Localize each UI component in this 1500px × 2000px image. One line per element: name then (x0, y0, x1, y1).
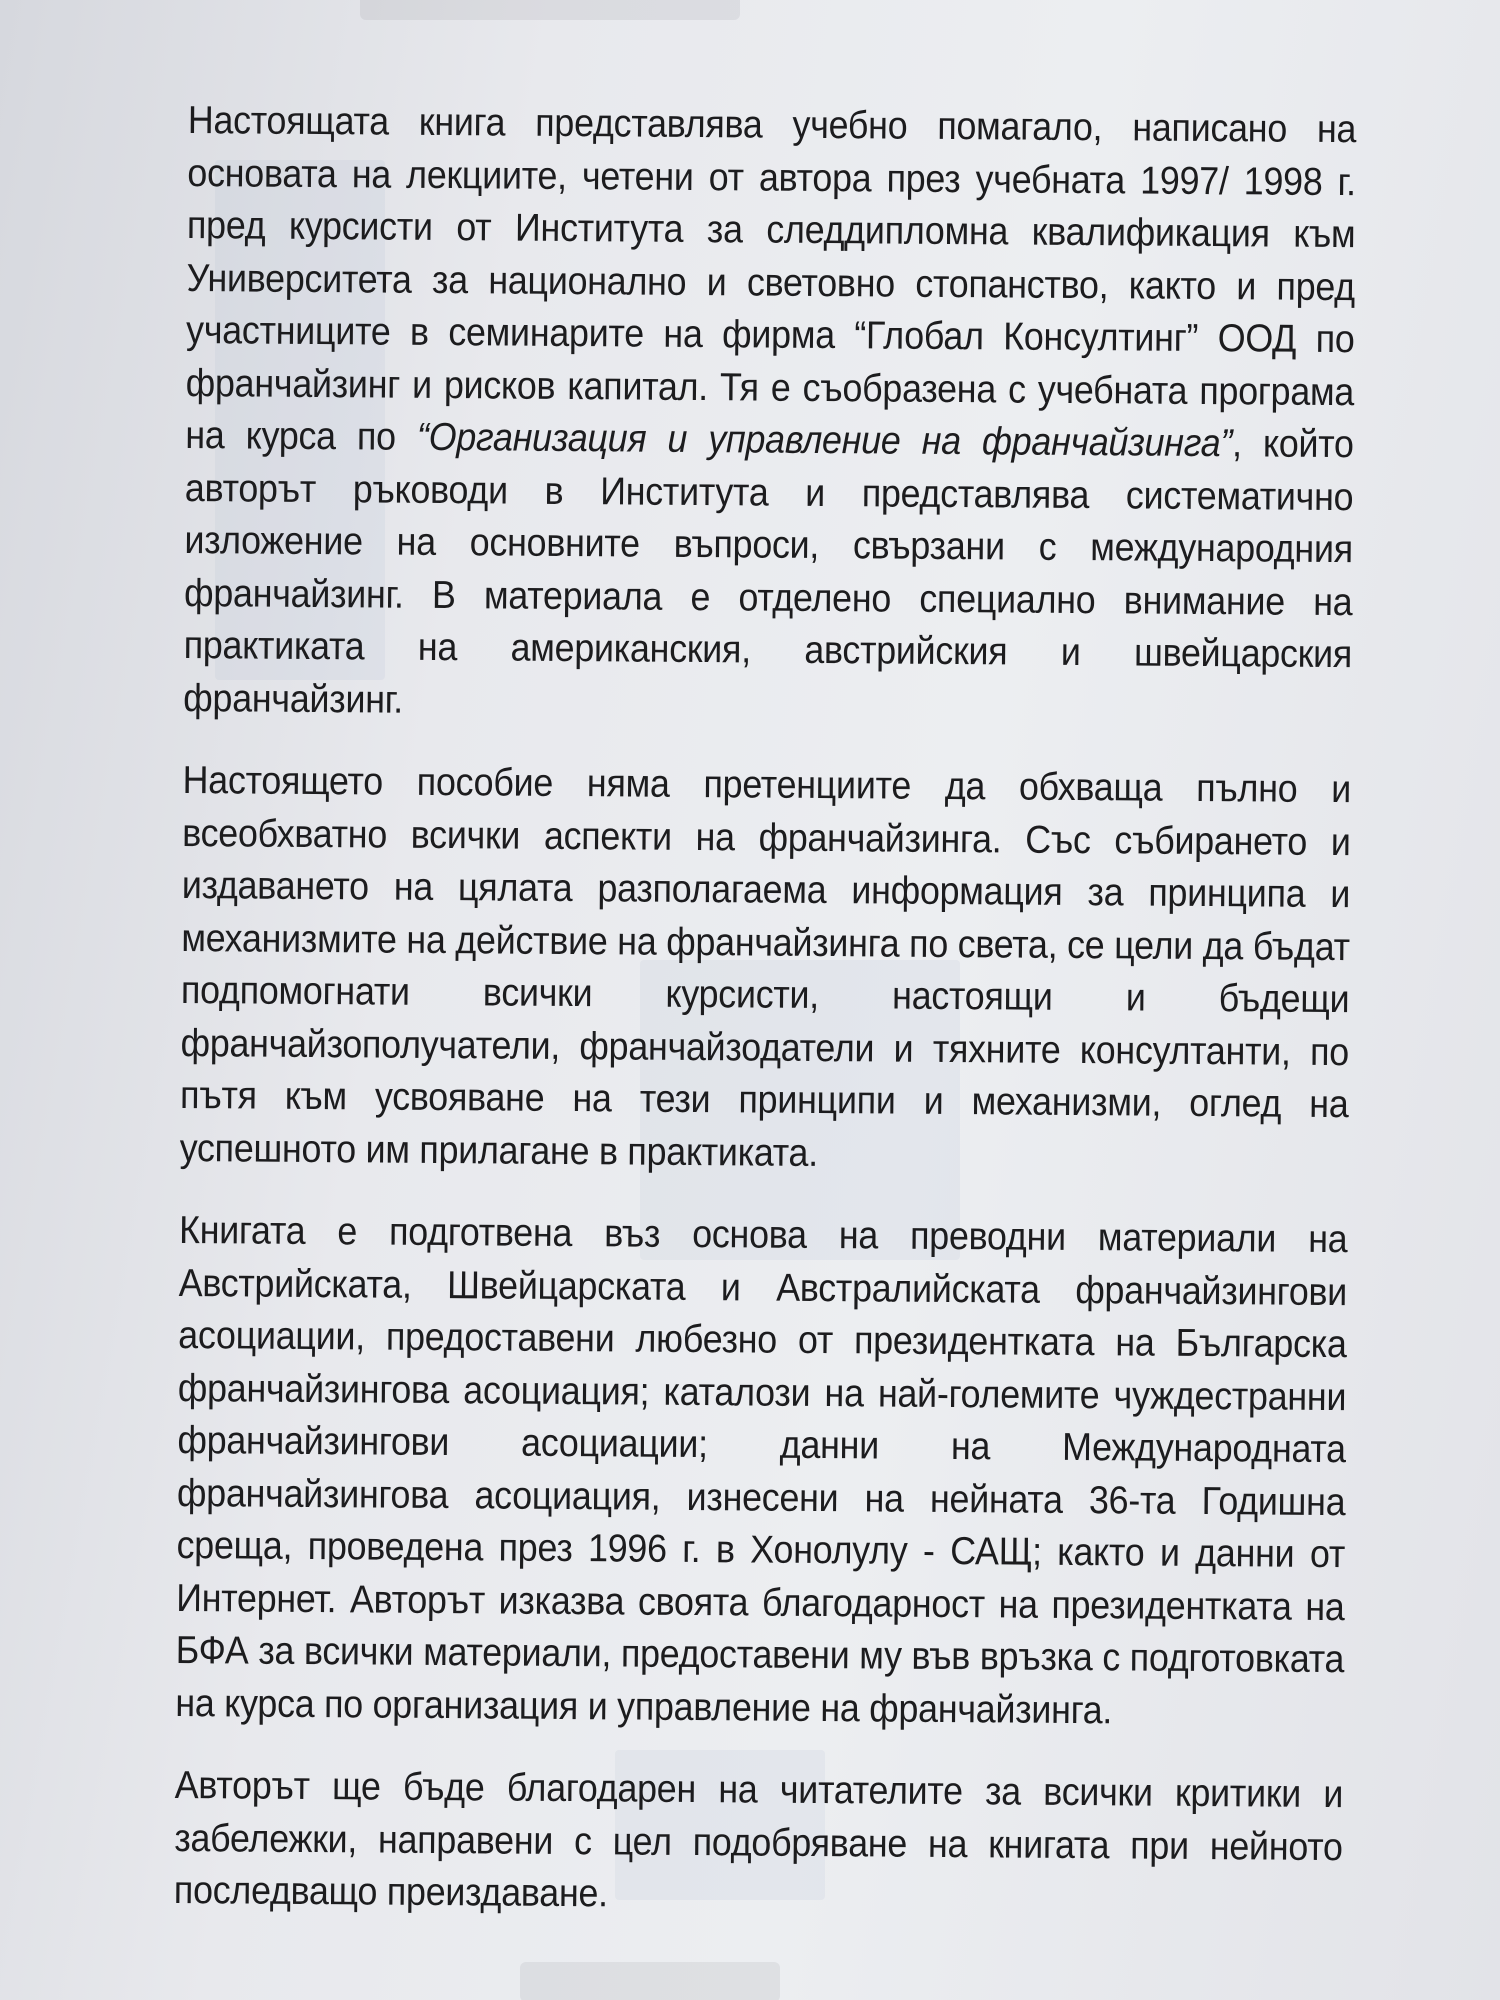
course-title: “Организация и управление на франчайзинга” (416, 415, 1233, 466)
paragraph-2: Настоящето пособие няма претенциите да обхваща пълно и всеобхватно всички аспекти на франчайзинга. Със събирането и издаването на цялата разполагаема информация за принципа и механизмите на действие на франчайзинга по света, се цели да бъдат подпомогнати всички курсисти, настоящи и бъдещи франчайзополучатели, франчайзодатели и тяхните консултанти, по пътя към усвояване на тези принципи и механизми, оглед на успешното им прилагане в практиката. (179, 758, 1352, 1175)
paragraph-1-text-b: , който авторът ръководи в Института и представлява систематично изложение на основните въпроси, свързани с международния франчайзинг. В материала е отделено специално внимание на практиката на американския, австрийския и швейцарския франчайзинг. (183, 422, 1354, 722)
paragraph-3: Книгата е подготвена въз основа на преводни материали на Австрийската, Швейцарската и Австралийската франчайзингови асоциации, предоставени любезно от президентката на Българска франчайзингова асоциация; каталози на най-големите чуждестранни франчайзингови асоциации; данни на Международната франчайзингова асоциация, изнесени на нейната 36-та Годишна среща, проведена през 1996 г. в Хонолулу - САЩ; както и данни от Интернет. Авторът изказва своята благодарност на президентката на БФА за всички материали, предоставени му във връзка с подготовката на курса по организация и управление на франчайзинга. (175, 1208, 1348, 1732)
paragraph-1-text-a: Настоящата книга представлява учебно помагало, написано на основата на лекциите, четени от автора през учебната 1997/ 1998 г. пред курсисти от Института за следдипломна квалификация към Университета за национално и световно стопанство, както и пред участниците в семинарите на фирма “Глобал Консултинг” ООД по франчайзинг и рисков капитал. Тя е съобразена с учебната програма на курса по (185, 98, 1357, 459)
paragraph-1 (183, 95, 1356, 734)
show-through-text-top (360, 0, 740, 20)
paragraph-4: Авторът ще бъде благодарен на читателите за всички критики и забележки, направени с цел подобряване на книгата при нейното последващо преиздаване. (173, 1763, 1344, 1916)
page-text-block (173, 95, 1358, 1957)
show-through-text-bottom (520, 1962, 780, 2000)
